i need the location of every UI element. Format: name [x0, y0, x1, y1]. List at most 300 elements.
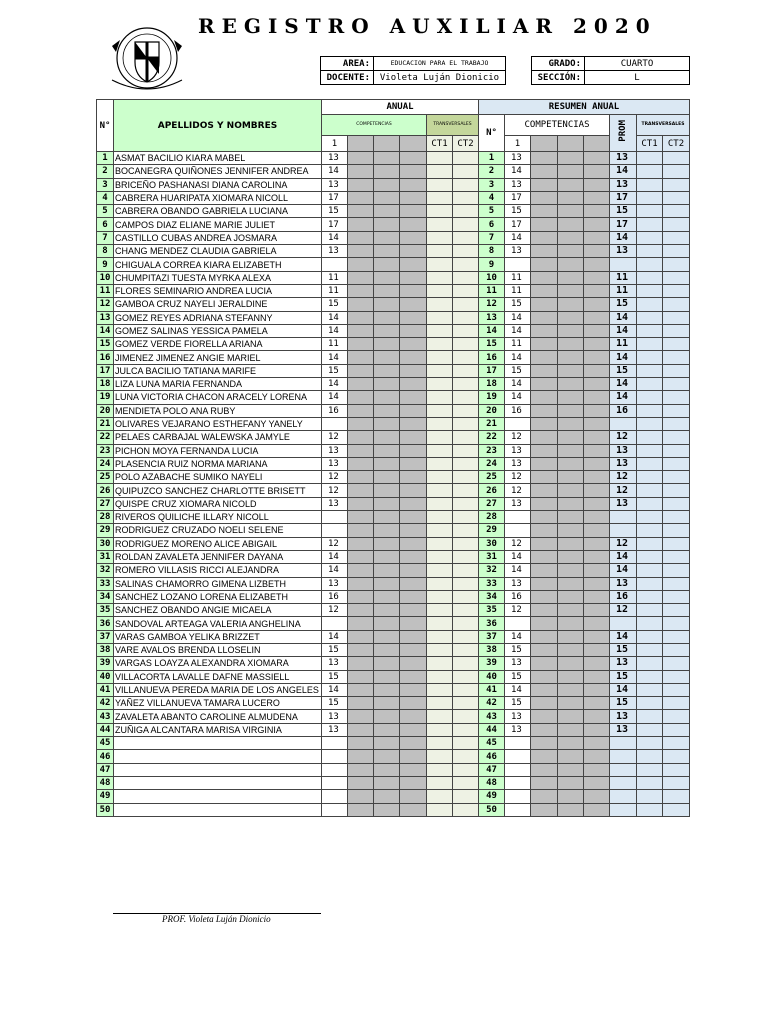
table-row: [97, 577, 690, 590]
resumen-row-number: 46: [479, 750, 505, 763]
student-name: VILLANUEVA PEREDA MARIA DE LOS ANGELES: [114, 683, 322, 696]
prom-score: 13: [610, 444, 637, 457]
resumen-score: 13: [505, 444, 531, 457]
prom-score: 13: [610, 245, 637, 258]
resumen-row-number: 50: [479, 803, 505, 816]
resumen-row-number: 10: [479, 271, 505, 284]
table-row: [97, 404, 690, 417]
row-number: 32: [97, 564, 114, 577]
table-row: [97, 484, 690, 497]
prom-score: 13: [610, 152, 637, 165]
prom-score: 14: [610, 324, 637, 337]
row-number: 26: [97, 484, 114, 497]
anual-score[interactable]: [322, 803, 348, 816]
anual-score[interactable]: 13: [322, 710, 348, 723]
table-row: [97, 258, 690, 271]
student-name: ROLDAN ZAVALETA JENNIFER DAYANA: [114, 550, 322, 563]
prom-score: [610, 763, 637, 776]
prom-score: 16: [610, 590, 637, 603]
anual-score[interactable]: 14: [322, 683, 348, 696]
prom-score: 12: [610, 604, 637, 617]
prom-score: 14: [610, 630, 637, 643]
anual-score[interactable]: [322, 617, 348, 630]
table-row: [97, 431, 690, 444]
student-name: CHANG MENDEZ CLAUDIA GABRIELA: [114, 245, 322, 258]
student-name: CASTILLO CUBAS ANDREA JOSMARA: [114, 231, 322, 244]
resumen-score: 17: [505, 218, 531, 231]
resumen-score: 14: [505, 324, 531, 337]
anual-score[interactable]: 11: [322, 271, 348, 284]
student-name: JIMENEZ JIMENEZ ANGIE MARIEL: [114, 351, 322, 364]
anual-score[interactable]: 13: [322, 245, 348, 258]
resumen-row-number: 30: [479, 537, 505, 550]
row-number: 13: [97, 311, 114, 324]
anual-score[interactable]: 14: [322, 324, 348, 337]
prom-score: 11: [610, 284, 637, 297]
table-row: [97, 218, 690, 231]
anual-score[interactable]: [322, 776, 348, 789]
resumen-no-header: N°: [479, 115, 505, 152]
resumen-row-number: 14: [479, 324, 505, 337]
anual-score[interactable]: 15: [322, 205, 348, 218]
resumen-score: 14: [505, 378, 531, 391]
resumen-row-number: 12: [479, 298, 505, 311]
col-no-header: N°: [97, 100, 114, 152]
anual-score[interactable]: 13: [322, 178, 348, 191]
row-number: 3: [97, 178, 114, 191]
resumen-score: [505, 776, 531, 789]
resumen-row-number: 13: [479, 311, 505, 324]
table-row: [97, 152, 690, 165]
anual-score[interactable]: 11: [322, 284, 348, 297]
docente-value: Violeta Luján Dionicio: [374, 71, 506, 85]
resumen-row-number: 38: [479, 643, 505, 656]
row-number: 17: [97, 364, 114, 377]
resumen-score: [505, 750, 531, 763]
student-name: PLASENCIA RUIZ NORMA MARIANA: [114, 457, 322, 470]
student-name: GOMEZ SALINAS YESSICA PAMELA: [114, 324, 322, 337]
student-name: LIZA LUNA MARIA FERNANDA: [114, 378, 322, 391]
competencias-small-header: COMPETENCIAS: [322, 115, 427, 136]
resumen-score: 12: [505, 604, 531, 617]
resumen-row-number: 34: [479, 590, 505, 603]
resumen-score: 14: [505, 683, 531, 696]
anual-score[interactable]: 13: [322, 497, 348, 510]
resumen-row-number: 4: [479, 191, 505, 204]
prom-score: 14: [610, 231, 637, 244]
row-number: 12: [97, 298, 114, 311]
anual-score[interactable]: 13: [322, 152, 348, 165]
student-name: QUIPUZCO SANCHEZ CHARLOTTE BRISETT: [114, 484, 322, 497]
table-row: [97, 617, 690, 630]
student-name: BRICEÑO PASHANASI DIANA CAROLINA: [114, 178, 322, 191]
prom-score: 17: [610, 218, 637, 231]
table-row: [97, 497, 690, 510]
grado-label: GRADO:: [532, 57, 585, 71]
anual-score[interactable]: 13: [322, 723, 348, 736]
seccion-value: L: [585, 71, 690, 85]
resumen-row-number: 39: [479, 657, 505, 670]
anual-score[interactable]: 14: [322, 378, 348, 391]
grades-table: [96, 99, 690, 817]
row-number: 30: [97, 537, 114, 550]
table-row: [97, 471, 690, 484]
prom-score: 12: [610, 537, 637, 550]
table-row: [97, 457, 690, 470]
table-row: [97, 271, 690, 284]
resumen-score: 14: [505, 311, 531, 324]
resumen-score: 16: [505, 404, 531, 417]
table-row: [97, 511, 690, 524]
student-name: [114, 776, 322, 789]
resumen-row-number: 7: [479, 231, 505, 244]
student-name: GOMEZ REYES ADRIANA STEFANNY: [114, 311, 322, 324]
resumen-score: 11: [505, 284, 531, 297]
table-row: [97, 723, 690, 736]
row-number: 16: [97, 351, 114, 364]
resumen-row-number: 32: [479, 564, 505, 577]
prom-score: 12: [610, 431, 637, 444]
anual-score[interactable]: 12: [322, 484, 348, 497]
student-name: ASMAT BACILIO KIARA MABEL: [114, 152, 322, 165]
resumen-row-number: 44: [479, 723, 505, 736]
table-row: [97, 298, 690, 311]
row-number: 35: [97, 604, 114, 617]
row-number: 11: [97, 284, 114, 297]
resumen-row-number: 40: [479, 670, 505, 683]
table-row: [97, 391, 690, 404]
prom-score: [610, 790, 637, 803]
resumen-row-number: 28: [479, 511, 505, 524]
anual-score[interactable]: 13: [322, 657, 348, 670]
anual-score[interactable]: 13: [322, 457, 348, 470]
prom-score: 15: [610, 205, 637, 218]
table-row: [97, 165, 690, 178]
resumen-score: 12: [505, 537, 531, 550]
row-number: 25: [97, 471, 114, 484]
table-row: [97, 604, 690, 617]
resumen-score: [505, 524, 531, 537]
table-row: [97, 643, 690, 656]
prom-score: 17: [610, 191, 637, 204]
anual-score[interactable]: [322, 258, 348, 271]
student-name: LUNA VICTORIA CHACON ARACELY LORENA: [114, 391, 322, 404]
anual-c1-header: 1: [322, 136, 348, 152]
anual-score[interactable]: 12: [322, 431, 348, 444]
anual-score[interactable]: 15: [322, 364, 348, 377]
resumen-score: 15: [505, 697, 531, 710]
page-title: REGISTRO AUXILIAR 2020: [198, 14, 657, 38]
resumen-score: 13: [505, 178, 531, 191]
prom-score: 14: [610, 378, 637, 391]
row-number: 10: [97, 271, 114, 284]
prom-score: 14: [610, 391, 637, 404]
resumen-row-number: 42: [479, 697, 505, 710]
table-row: [97, 630, 690, 643]
row-number: 39: [97, 657, 114, 670]
anual-score[interactable]: [322, 417, 348, 430]
table-row: [97, 737, 690, 750]
anual-score[interactable]: 11: [322, 338, 348, 351]
resumen-row-number: 23: [479, 444, 505, 457]
table-row: [97, 750, 690, 763]
prom-score: 15: [610, 643, 637, 656]
row-number: 29: [97, 524, 114, 537]
resumen-ct1-header: CT1: [637, 136, 663, 152]
anual-score[interactable]: 12: [322, 471, 348, 484]
resumen-row-number: 35: [479, 604, 505, 617]
student-name: POLO AZABACHE SUMIKO NAYELI: [114, 471, 322, 484]
row-number: 8: [97, 245, 114, 258]
resumen-score: 14: [505, 231, 531, 244]
row-number: 34: [97, 590, 114, 603]
row-number: 15: [97, 338, 114, 351]
resumen-score: 11: [505, 271, 531, 284]
resumen-score: 14: [505, 564, 531, 577]
prom-score: 13: [610, 497, 637, 510]
resumen-row-number: 17: [479, 364, 505, 377]
resumen-score: 13: [505, 457, 531, 470]
anual-score[interactable]: 14: [322, 630, 348, 643]
prom-score: [610, 776, 637, 789]
anual-score[interactable]: 15: [322, 643, 348, 656]
resumen-score: 15: [505, 298, 531, 311]
table-row: [97, 378, 690, 391]
row-number: 24: [97, 457, 114, 470]
anual-score[interactable]: 16: [322, 404, 348, 417]
resumen-row-number: 29: [479, 524, 505, 537]
table-row: [97, 311, 690, 324]
resumen-score: 14: [505, 351, 531, 364]
table-row: [97, 231, 690, 244]
row-number: 43: [97, 710, 114, 723]
row-number: 50: [97, 803, 114, 816]
row-number: 28: [97, 511, 114, 524]
row-number: 44: [97, 723, 114, 736]
resumen-score: 15: [505, 643, 531, 656]
resumen-score: 12: [505, 484, 531, 497]
anual-score[interactable]: [322, 763, 348, 776]
row-number: 18: [97, 378, 114, 391]
seccion-label: SECCIÓN:: [532, 71, 585, 85]
student-name: [114, 737, 322, 750]
resumen-row-number: 15: [479, 338, 505, 351]
anual-score[interactable]: 13: [322, 577, 348, 590]
table-row: [97, 697, 690, 710]
student-name: [114, 803, 322, 816]
resumen-row-number: 21: [479, 417, 505, 430]
resumen-score: 13: [505, 723, 531, 736]
resumen-c1-header: 1: [505, 136, 531, 152]
table-row: [97, 245, 690, 258]
student-name: YAÑEZ VILLANUEVA TAMARA LUCERO: [114, 697, 322, 710]
anual-score[interactable]: [322, 524, 348, 537]
table-row: [97, 524, 690, 537]
prom-score: [610, 750, 637, 763]
table-row: [97, 763, 690, 776]
row-number: 2: [97, 165, 114, 178]
anual-score[interactable]: 14: [322, 165, 348, 178]
resumen-score: 15: [505, 205, 531, 218]
student-name: OLIVARES VEJARANO ESTHEFANY YANELY: [114, 417, 322, 430]
prom-score: 14: [610, 683, 637, 696]
student-name: ROMERO VILLASIS RICCI ALEJANDRA: [114, 564, 322, 577]
resumen-score: 14: [505, 165, 531, 178]
resumen-score: 13: [505, 710, 531, 723]
grado-value: CUARTO: [585, 57, 690, 71]
resumen-row-number: 36: [479, 617, 505, 630]
resumen-row-number: 19: [479, 391, 505, 404]
student-name: VARGAS LOAYZA ALEXANDRA XIOMARA: [114, 657, 322, 670]
resumen-score: [505, 258, 531, 271]
resumen-row-number: 1: [479, 152, 505, 165]
student-name: MENDIETA POLO ANA RUBY: [114, 404, 322, 417]
row-number: 40: [97, 670, 114, 683]
resumen-score: [505, 790, 531, 803]
anual-ct1-header: CT1: [427, 136, 453, 152]
student-name: SANCHEZ LOZANO LORENA ELIZABETH: [114, 590, 322, 603]
resumen-row-number: 41: [479, 683, 505, 696]
anual-score[interactable]: 14: [322, 311, 348, 324]
anual-score[interactable]: 14: [322, 564, 348, 577]
row-number: 48: [97, 776, 114, 789]
prom-score: [610, 803, 637, 816]
table-row: [97, 444, 690, 457]
student-name: FLORES SEMINARIO ANDREA LUCIA: [114, 284, 322, 297]
resumen-row-number: 6: [479, 218, 505, 231]
anual-score[interactable]: 14: [322, 351, 348, 364]
table-row: [97, 657, 690, 670]
table-row: [97, 670, 690, 683]
row-number: 33: [97, 577, 114, 590]
anual-score[interactable]: 15: [322, 697, 348, 710]
prom-score: 15: [610, 670, 637, 683]
student-name: [114, 790, 322, 803]
prom-score: 14: [610, 165, 637, 178]
anual-score[interactable]: 12: [322, 604, 348, 617]
row-number: 36: [97, 617, 114, 630]
anual-score[interactable]: 17: [322, 191, 348, 204]
prom-score: [610, 617, 637, 630]
row-number: 23: [97, 444, 114, 457]
resumen-score: 15: [505, 670, 531, 683]
row-number: 7: [97, 231, 114, 244]
row-number: 37: [97, 630, 114, 643]
anual-score[interactable]: 13: [322, 444, 348, 457]
anual-score[interactable]: 14: [322, 231, 348, 244]
row-number: 31: [97, 550, 114, 563]
anual-score[interactable]: 14: [322, 550, 348, 563]
row-number: 38: [97, 643, 114, 656]
resumen-score: 14: [505, 630, 531, 643]
row-number: 21: [97, 417, 114, 430]
student-name: RIVEROS QUILICHE ILLARY NICOLL: [114, 511, 322, 524]
resumen-row-number: 47: [479, 763, 505, 776]
resumen-score: 14: [505, 391, 531, 404]
row-number: 4: [97, 191, 114, 204]
prom-score: [610, 258, 637, 271]
table-row: [97, 590, 690, 603]
resumen-score: 13: [505, 245, 531, 258]
resumen-score: 14: [505, 550, 531, 563]
table-row: [97, 550, 690, 563]
resumen-row-number: 5: [479, 205, 505, 218]
col-names-header: APELLIDOS Y NOMBRES: [114, 100, 322, 152]
anual-score[interactable]: 17: [322, 218, 348, 231]
transversales-small-header: TRANSVERSALES: [427, 115, 479, 136]
info-right: [531, 56, 690, 85]
docente-label: DOCENTE:: [321, 71, 374, 85]
table-row: [97, 790, 690, 803]
student-name: CABRERA HUARIPATA XIOMARA NICOLL: [114, 191, 322, 204]
resumen-ct2-header: CT2: [663, 136, 690, 152]
table-row: [97, 364, 690, 377]
row-number: 42: [97, 697, 114, 710]
row-number: 49: [97, 790, 114, 803]
resumen-row-number: 16: [479, 351, 505, 364]
anual-score[interactable]: 14: [322, 391, 348, 404]
student-name: VARE AVALOS BRENDA LLOSELIN: [114, 643, 322, 656]
school-crest-icon: [106, 22, 188, 94]
row-number: 41: [97, 683, 114, 696]
resumen-row-number: 2: [479, 165, 505, 178]
table-row: [97, 537, 690, 550]
prom-score: 11: [610, 338, 637, 351]
anual-score[interactable]: [322, 790, 348, 803]
resumen-score: 13: [505, 152, 531, 165]
resumen-score: 11: [505, 338, 531, 351]
student-name: CAMPOS DIAZ ELIANE MARIE JULIET: [114, 218, 322, 231]
resumen-row-number: 24: [479, 457, 505, 470]
anual-score[interactable]: 15: [322, 298, 348, 311]
table-row: [97, 564, 690, 577]
anual-score[interactable]: 15: [322, 670, 348, 683]
student-name: VARAS GAMBOA YELIKA BRIZZET: [114, 630, 322, 643]
student-name: JULCA BACILIO TATIANA MARIFE: [114, 364, 322, 377]
anual-header: ANUAL: [322, 100, 479, 115]
student-name: ZAVALETA ABANTO CAROLINE ALMUDENA: [114, 710, 322, 723]
resumen-row-number: 22: [479, 431, 505, 444]
student-name: SALINAS CHAMORRO GIMENA LIZBETH: [114, 577, 322, 590]
table-row: [97, 191, 690, 204]
table-row: [97, 710, 690, 723]
resumen-score: 13: [505, 577, 531, 590]
anual-score[interactable]: 16: [322, 590, 348, 603]
prom-score: 12: [610, 484, 637, 497]
table-row: [97, 351, 690, 364]
resumen-score: [505, 617, 531, 630]
student-name: BOCANEGRA QUIÑONES JENNIFER ANDREA: [114, 165, 322, 178]
prom-score: 14: [610, 564, 637, 577]
prom-score: 15: [610, 697, 637, 710]
table-row: [97, 683, 690, 696]
competencias-header: COMPETENCIAS: [505, 115, 610, 136]
prom-score: 15: [610, 364, 637, 377]
anual-score[interactable]: 12: [322, 537, 348, 550]
prom-score: 13: [610, 710, 637, 723]
student-name: GAMBOA CRUZ NAYELI JERALDINE: [114, 298, 322, 311]
resumen-score: 13: [505, 497, 531, 510]
anual-score[interactable]: [322, 737, 348, 750]
anual-score[interactable]: [322, 511, 348, 524]
prom-score: [610, 737, 637, 750]
prom-score: 13: [610, 178, 637, 191]
resumen-row-number: 48: [479, 776, 505, 789]
anual-score[interactable]: [322, 750, 348, 763]
resumen-row-number: 9: [479, 258, 505, 271]
resumen-row-number: 11: [479, 284, 505, 297]
row-number: 6: [97, 218, 114, 231]
